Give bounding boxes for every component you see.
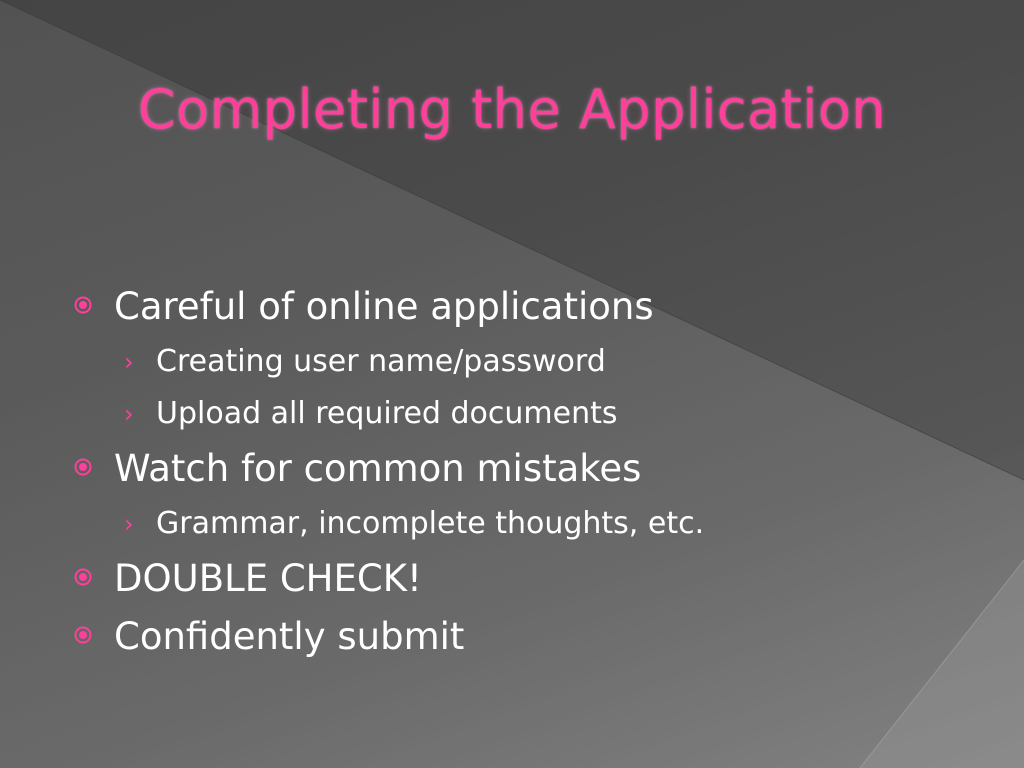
bullet-text: Careful of online applications (114, 285, 654, 328)
chevron-right-icon: › (124, 400, 134, 428)
bullet-list (70, 278, 970, 666)
target-bullet-icon (74, 458, 92, 476)
sub-bullet-text: Creating user name/password (156, 344, 606, 379)
bullet-item (70, 608, 970, 666)
slide-title: Completing the Application (137, 78, 887, 141)
sub-bullet-item (70, 336, 970, 388)
chevron-right-icon: › (124, 348, 134, 376)
bullet-text: Watch for common mistakes (114, 447, 642, 490)
bullet-text: Confidently submit (114, 615, 465, 658)
target-bullet-icon (74, 626, 92, 644)
sub-bullet-item (70, 498, 970, 550)
bullet-item (70, 550, 970, 608)
bullet-item (70, 440, 970, 498)
bullet-item (70, 278, 970, 336)
sub-bullet-text: Upload all required documents (156, 396, 618, 431)
bullet-text: DOUBLE CHECK! (114, 557, 422, 600)
chevron-right-icon: › (124, 510, 134, 538)
sub-bullet-text: Grammar, incomplete thoughts, etc. (156, 506, 705, 541)
sub-bullet-item (70, 388, 970, 440)
target-bullet-icon (74, 296, 92, 314)
target-bullet-icon (74, 568, 92, 586)
